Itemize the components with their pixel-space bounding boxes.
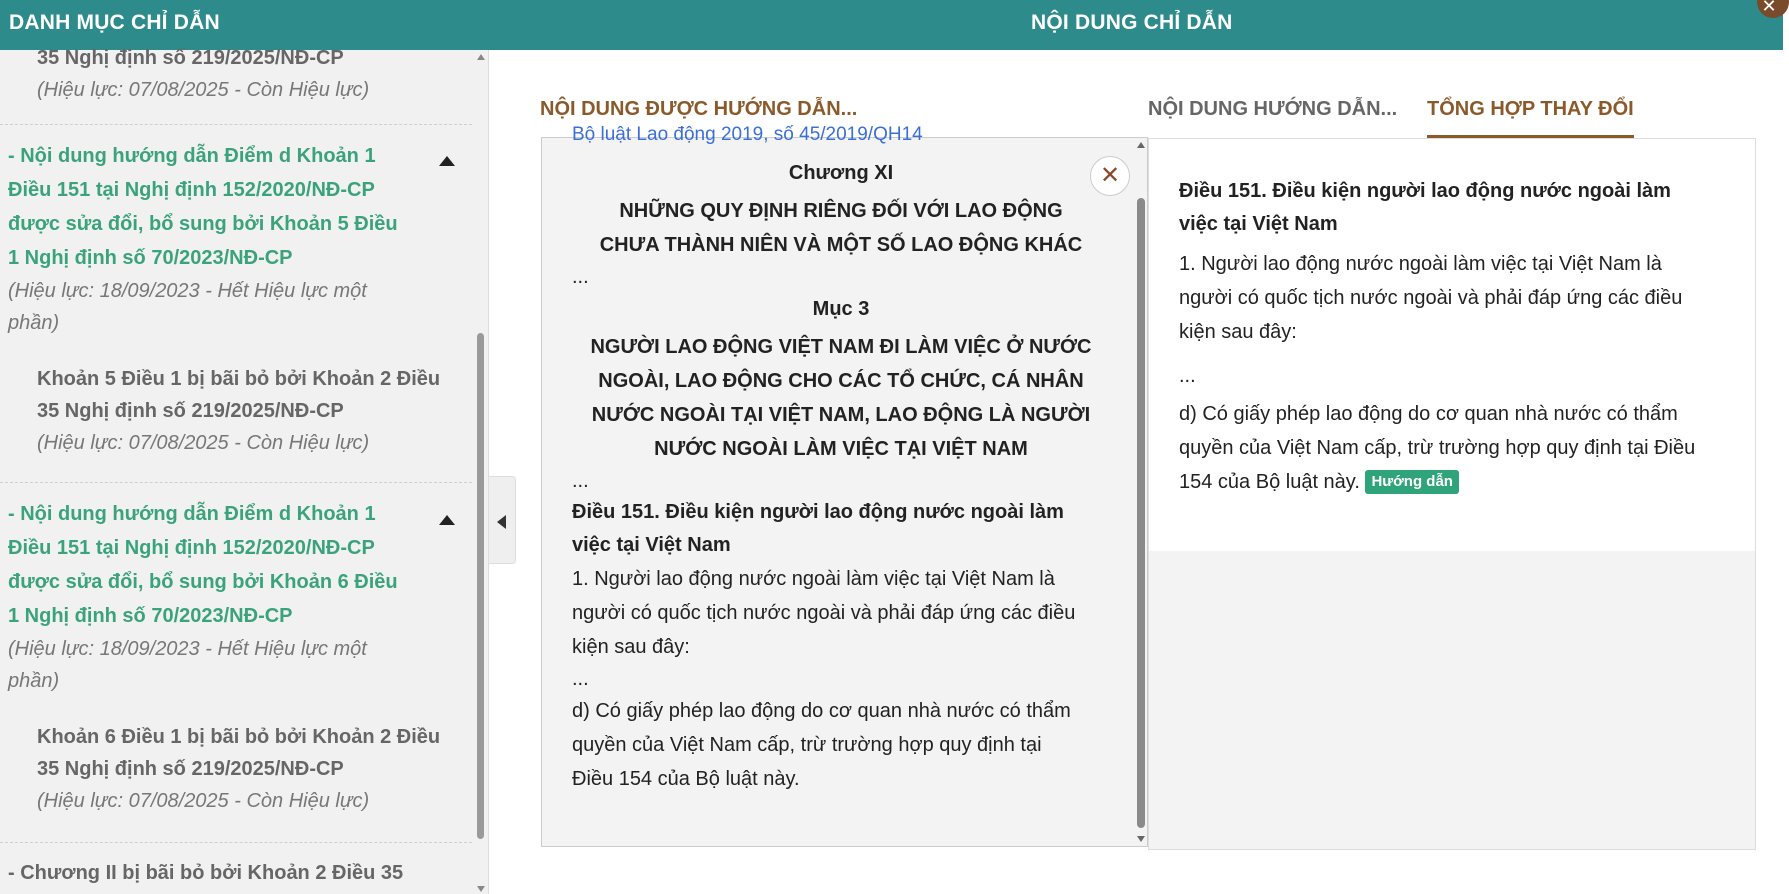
sub-line: 35 Nghị định số 219/2025/NĐ-CP (37, 400, 344, 422)
section-title (572, 330, 1110, 466)
article-line: Điều 151. Điều kiện người lao động nước ngoài làm (572, 501, 1064, 523)
sub-line: 35 Nghị định số 219/2025/NĐ-CP (37, 758, 344, 780)
list-item-title[interactable] (0, 497, 472, 633)
title-line: được sửa đổi, bổ sung bởi Khoản 6 Điều (8, 571, 398, 593)
title-line: - Nội dung hướng dẫn Điểm d Khoản 1 (8, 145, 376, 167)
divider (0, 842, 472, 843)
article-line: Điều 151. Điều kiện người lao động nước ngoài làm (1179, 180, 1671, 202)
point-line: quyền của Việt Nam cấp, trừ trường hợp quy định tại Điều (1179, 437, 1696, 459)
tab-change-summary[interactable]: TỔNG HỢP THAY ĐỔI (1427, 96, 1634, 138)
point-line: d) Có giấy phép lao động do cơ quan nhà nước có thẩm (572, 700, 1071, 722)
close-panel-icon[interactable]: ✕ (1090, 156, 1130, 196)
scrollbar-thumb[interactable] (1137, 198, 1145, 828)
article-heading (572, 496, 1110, 562)
point-line: 154 của Bộ luật này. (1179, 471, 1360, 493)
section-title-line: NGOÀI, LAO ĐỘNG CHO CÁC TỔ CHỨC, CÁ NHÂN (598, 370, 1084, 392)
chapter-title-line: CHƯA THÀNH NIÊN VÀ MỘT SỐ LAO ĐỘNG KHÁC (599, 234, 1083, 256)
list-item-title[interactable]: - Chương II bị bãi bỏ bởi Khoản 2 Điều 35 (8, 862, 404, 884)
summary-body (1179, 175, 1729, 499)
list-item[interactable] (0, 42, 472, 106)
divider (0, 124, 472, 125)
title-line: 1 Nghị định số 70/2023/NĐ-CP (8, 247, 293, 269)
list-item-sub-title[interactable] (0, 721, 472, 785)
collapse-arrow-icon[interactable] (439, 156, 455, 166)
scroll-up-icon[interactable] (1137, 142, 1145, 148)
guidance-badge[interactable]: Hướng dẫn (1365, 470, 1459, 494)
collapse-sidebar-button[interactable] (489, 476, 516, 564)
clause-line: kiện sau đây: (572, 636, 690, 658)
point-line: d) Có giấy phép lao động do cơ quan nhà nước có thẩm (1179, 403, 1678, 425)
list-item-sub-title: 35 Nghị định số 219/2025/NĐ-CP (37, 47, 344, 69)
scroll-up-icon[interactable] (477, 54, 485, 60)
divider (0, 482, 472, 483)
collapse-arrow-icon[interactable] (439, 515, 455, 525)
ellipsis: ... (572, 668, 589, 690)
section-title-line: NƯỚC NGOÀI LÀM VIỆC TẠI VIỆT NAM (654, 438, 1028, 460)
point-d (1179, 397, 1729, 499)
chapter-title-line: NHỮNG QUY ĐỊNH RIÊNG ĐỐI VỚI LAO ĐỘNG (619, 200, 1063, 222)
ellipsis: ... (572, 266, 589, 288)
article-line: việc tại Việt Nam (572, 534, 731, 556)
list-item[interactable] (0, 139, 472, 459)
point-line: quyền của Việt Nam cấp, trừ trường hợp quy định tại (572, 734, 1042, 756)
list-item-sub-effect: (Hiệu lực: 07/08/2025 - Còn Hiệu lực) (37, 790, 370, 812)
point-d (572, 694, 1110, 796)
title-line: được sửa đổi, bổ sung bởi Khoản 5 Điều (8, 213, 398, 235)
effect-line: (Hiệu lực: 18/09/2023 - Hết Hiệu lực một (8, 280, 367, 302)
chevron-left-icon (497, 515, 506, 529)
list-item-effect: (Hiệu lực: 07/08/2025 - Còn Hiệu lực) (37, 79, 370, 101)
clause-line: kiện sau đây: (1179, 321, 1297, 343)
sidebar-title: DANH MỤC CHỈ DẪN (9, 11, 220, 34)
chapter-heading: Chương XI (788, 162, 894, 184)
panel-scrollbar[interactable] (1134, 138, 1148, 848)
sidebar-scrollbar[interactable] (473, 50, 489, 894)
chapter-title (572, 194, 1110, 262)
list-item[interactable] (0, 497, 472, 817)
change-summary-panel (1148, 138, 1756, 850)
scroll-down-icon[interactable] (1137, 836, 1145, 842)
list-item-title[interactable] (0, 139, 472, 275)
content-title: NỘI DUNG CHỈ DẪN (1031, 11, 1233, 34)
list-item[interactable] (0, 856, 472, 890)
close-icon[interactable]: ✕ (1757, 0, 1789, 18)
effect-line: phần) (8, 670, 60, 692)
list-item-effect (0, 633, 472, 697)
ellipsis: ... (572, 470, 589, 492)
list-item-sub-title[interactable] (0, 363, 472, 427)
section-heading: Mục 3 (812, 298, 870, 320)
summary-card (1149, 139, 1755, 551)
point-line: Điều 154 của Bộ luật này. (572, 768, 800, 790)
title-line: 1 Nghị định số 70/2023/NĐ-CP (8, 605, 293, 627)
scroll-down-icon[interactable] (477, 886, 485, 892)
list-item-sub-effect: (Hiệu lực: 07/08/2025 - Còn Hiệu lực) (37, 432, 370, 454)
clause-line: người có quốc tịch nước ngoài và phải đáp ứng các điều (1179, 287, 1683, 309)
tab-guidance-content[interactable]: NỘI DUNG HƯỚNG DẪN... (1148, 98, 1398, 120)
clause-line: 1. Người lao động nước ngoài làm việc tại Việt Nam là (572, 568, 1055, 590)
document-body (572, 156, 1110, 796)
effect-line: phần) (8, 312, 60, 334)
sub-line: Khoản 6 Điều 1 bị bãi bỏ bởi Khoản 2 Điều (37, 726, 441, 748)
section-title-line: NƯỚC NGOÀI TẠI VIỆT NAM, LAO ĐỘNG LÀ NGƯỜI (591, 404, 1091, 426)
guided-content-panel (541, 124, 1148, 847)
title-line: Điều 151 tại Nghị định 152/2020/NĐ-CP (8, 537, 375, 559)
clause-1 (1179, 247, 1729, 349)
clause-line: người có quốc tịch nước ngoài và phải đáp ứng các điều (572, 602, 1076, 624)
article-line: việc tại Việt Nam (1179, 213, 1338, 235)
title-line: - Nội dung hướng dẫn Điểm d Khoản 1 (8, 503, 376, 525)
guidance-list-sidebar (0, 47, 489, 894)
article-heading (1179, 175, 1729, 241)
source-link[interactable]: Bộ luật Lao động 2019, số 45/2019/QH14 (572, 124, 923, 145)
ellipsis: ... (1179, 365, 1196, 387)
tab-guided-content[interactable]: NỘI DUNG ĐƯỢC HƯỚNG DẪN... (540, 98, 858, 120)
title-line: Điều 151 tại Nghị định 152/2020/NĐ-CP (8, 179, 375, 201)
list-item-effect (0, 275, 472, 339)
sub-line: Khoản 5 Điều 1 bị bãi bỏ bởi Khoản 2 Điều (37, 368, 441, 390)
scrollbar-thumb[interactable] (477, 333, 484, 839)
clause-1 (572, 562, 1110, 664)
effect-line: (Hiệu lực: 18/09/2023 - Hết Hiệu lực một (8, 638, 367, 660)
section-title-line: NGƯỜI LAO ĐỘNG VIỆT NAM ĐI LÀM VIỆC Ở NƯỚC (590, 336, 1092, 358)
clause-line: 1. Người lao động nước ngoài làm việc tại Việt Nam là (1179, 253, 1662, 275)
